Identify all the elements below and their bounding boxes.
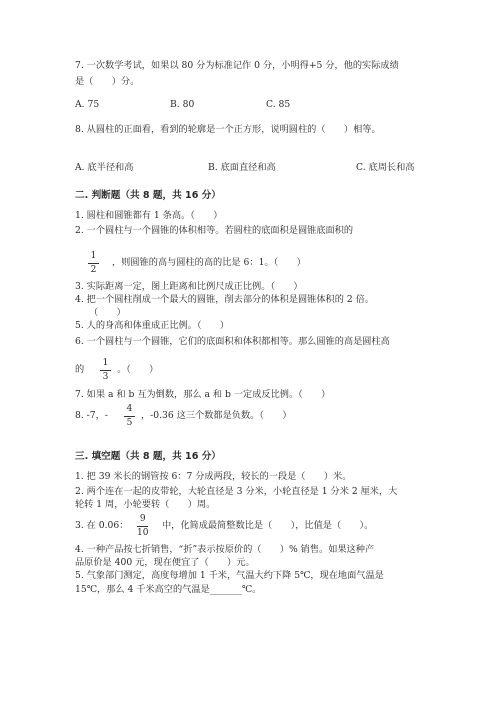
section-heading: 三. 填空题（共 8 题，共 16 分） bbox=[75, 451, 221, 462]
judge-question-4-tail: （ ） bbox=[89, 307, 126, 318]
section-heading: 二. 判断题（共 8 题，共 16 分） bbox=[75, 190, 221, 201]
judge-question-8-pre: 8. -7，- bbox=[75, 410, 108, 421]
fraction-denominator: 2 bbox=[90, 265, 97, 275]
fraction-denominator: 10 bbox=[137, 528, 149, 538]
question-7-line-2: 是（ ）分。 bbox=[75, 76, 140, 87]
fraction bbox=[88, 251, 99, 276]
fraction-denominator: 5 bbox=[126, 418, 133, 428]
judge-question-6-tail: 。（ ） bbox=[117, 364, 159, 375]
fill-question-1: 1. 把 39 米长的钢管按 6：7 分成两段，较长的一段是（ ）米。 bbox=[75, 471, 352, 482]
fill-question-3-pre: 3. 在 0.06： bbox=[75, 520, 129, 531]
fraction-numerator: 1 bbox=[90, 251, 97, 261]
fraction-denominator: 3 bbox=[102, 372, 109, 382]
fill-question-4-line-2: 品原价是 400 元，现在便宜了（ ）元。 bbox=[75, 557, 255, 568]
fraction-numerator: 9 bbox=[139, 514, 146, 524]
fraction-bar bbox=[137, 526, 148, 527]
fill-question-2-line-1: 2. 两个连在一起的皮带轮，大轮直径是 3 分米，小轮直径是 1 分米 2 厘米，大 bbox=[75, 486, 398, 497]
fraction-bar bbox=[100, 370, 111, 371]
fraction bbox=[124, 404, 135, 429]
judge-question-4: 4. 把一个圆柱削成一个最大的圆锥，削去部分的体积是圆锥体积的 2 倍。 bbox=[75, 294, 374, 305]
question-7-line-1: 7. 一次数学考试，如果以 80 分为标准记作 0 分，小明得+5 分，他的实际成绩 bbox=[75, 60, 399, 71]
judge-question-3: 3. 实际距离一定，图上距离和比例尺成正比例。（ ） bbox=[75, 281, 303, 292]
option-c: C. 底周长和高 bbox=[356, 162, 415, 173]
fraction-numerator: 4 bbox=[126, 404, 133, 414]
option-a: A. 底半径和高 bbox=[75, 162, 134, 173]
judge-question-6-pre: 的 bbox=[75, 364, 85, 375]
judge-question-1: 1. 圆柱和圆锥都有 1 条高。（ ） bbox=[75, 210, 223, 221]
option-b: B. 底面直径和高 bbox=[208, 162, 276, 173]
fill-question-3-tail: 中，化简成最简整数比是（ ），比值是（ ）。 bbox=[162, 520, 374, 531]
judge-question-8-tail: ，-0.36 这三个数都是负数。（ ） bbox=[141, 410, 292, 421]
option-b: B. 80 bbox=[170, 99, 195, 110]
fill-question-4-line-1: 4. 一种产品按七折销售，“折”表示按原价的（ ）% 销售。如果这种产 bbox=[75, 544, 375, 555]
judge-question-2-tail: ，则圆锥的高与圆柱的高的比是 6：1。（ ） bbox=[112, 257, 306, 268]
fraction-bar bbox=[124, 416, 135, 417]
judge-question-7: 7. 如果 a 和 b 互为倒数，那么 a 和 b 一定成反比例。（ ） bbox=[75, 389, 331, 400]
fill-question-2-line-2: 轮转 1 周，小轮要转（ ）周。 bbox=[75, 499, 216, 510]
option-c: C. 85 bbox=[266, 99, 291, 110]
fraction-bar bbox=[88, 263, 99, 264]
option-a: A. 75 bbox=[75, 99, 100, 110]
fraction bbox=[100, 358, 111, 383]
fraction-numerator: 1 bbox=[102, 358, 109, 368]
fill-question-5-line-2: 15℃，那么 4 千米高空的气温是_______℃。 bbox=[75, 584, 262, 595]
question-8-line-1: 8. 从圆柱的正面看，看到的轮廓是一个正方形，说明圆柱的（ ）相等。 bbox=[75, 124, 381, 135]
fill-question-5-line-1: 5. 气象部门测定，高度每增加 1 千米，气温大约下降 5℃，现在地面气温是 bbox=[75, 570, 384, 581]
judge-question-6: 6. 一个圆柱与一个圆锥，它们的底面积和体积都相等。那么圆锥的高是圆柱高 bbox=[75, 336, 390, 347]
judge-question-2: 2. 一个圆柱与一个圆锥的体积相等。若圆柱的底面积是圆锥底面积的 bbox=[75, 225, 354, 236]
fraction bbox=[137, 514, 148, 539]
judge-question-5: 5. 人的身高和体重成正比例。（ ） bbox=[75, 320, 230, 331]
